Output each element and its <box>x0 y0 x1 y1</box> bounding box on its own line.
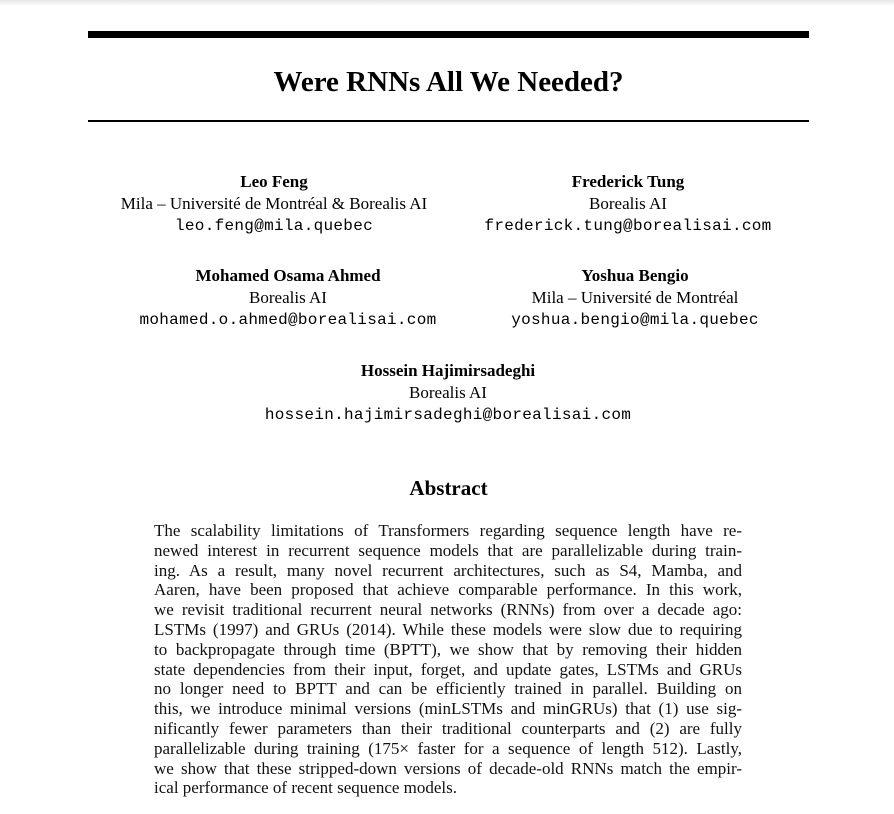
abstract-line: nificantly fewer parameters than their traditional counterparts and (2) are fully <box>154 718 742 738</box>
author-block <box>248 360 648 426</box>
abstract-line: Aaren, have been proposed that achieve comparable performance. In this work, <box>154 580 742 600</box>
author-block <box>418 171 838 237</box>
author-email[interactable]: hossein.hajimirsadeghi@borealisai.com <box>264 406 632 424</box>
author-email[interactable]: yoshua.bengio@mila.quebec <box>511 311 759 329</box>
abstract-line: ical performance of recent sequence models. <box>154 778 458 798</box>
abstract-line: we revisit traditional recurrent neural networks (RNNs) from over a decade ago: <box>154 600 742 620</box>
author-affiliation: Mila – Université de Montréal & Borealis AI <box>120 194 428 213</box>
abstract-line: we show that these stripped-down versions of decade-old RNNs match the empir- <box>154 758 742 778</box>
page-top-shadow <box>0 0 894 6</box>
abstract-line: newed interest in recurrent sequence models that are parallelizable during train- <box>154 540 742 560</box>
abstract-line: The scalability limitations of Transformers regarding sequence length have re- <box>154 521 742 540</box>
author-affiliation: Borealis AI <box>589 194 667 213</box>
abstract-line: to backpropagate through time (BPTT), we show that by removing their hidden <box>154 639 742 659</box>
abstract-line: no longer need to BPTT and can be efficiently trained in parallel. Building on <box>154 679 742 699</box>
paper-title: Were RNNs All We Needed? <box>273 66 624 98</box>
author-block <box>425 265 845 331</box>
abstract-line: ing. As a result, many novel recurrent architectures, such as S4, Mamba, and <box>154 560 742 580</box>
abstract-body <box>154 521 742 798</box>
author-name: Frederick Tung <box>571 172 685 191</box>
author-name: Hossein Hajimirsadeghi <box>360 361 536 380</box>
abstract-line: LSTMs (1997) and GRUs (2014). While these models were slow due to requiring <box>154 619 742 639</box>
author-affiliation: Mila – Université de Montréal <box>531 288 739 307</box>
title-bottom-rule <box>88 120 809 122</box>
abstract-line: this, we introduce minimal versions (minLSTMs and minGRUs) that (1) use sig- <box>154 699 742 719</box>
author-name: Yoshua Bengio <box>581 266 689 285</box>
abstract-line: state dependencies from their input, forget, and update gates, LSTMs and GRUs <box>154 659 742 679</box>
title-top-rule <box>88 31 809 38</box>
abstract-heading: Abstract <box>409 476 488 500</box>
author-affiliation: Borealis AI <box>409 383 487 402</box>
author-name: Leo Feng <box>240 172 308 191</box>
author-email[interactable]: leo.feng@mila.quebec <box>174 217 374 235</box>
author-email[interactable]: frederick.tung@borealisai.com <box>484 217 772 235</box>
author-email[interactable]: mohamed.o.ahmed@borealisai.com <box>139 311 437 329</box>
author-affiliation: Borealis AI <box>249 288 327 307</box>
abstract-line: parallelizable during training (175× faster for a sequence of length 512). Lastly, <box>154 738 742 758</box>
author-name: Mohamed Osama Ahmed <box>195 266 381 285</box>
